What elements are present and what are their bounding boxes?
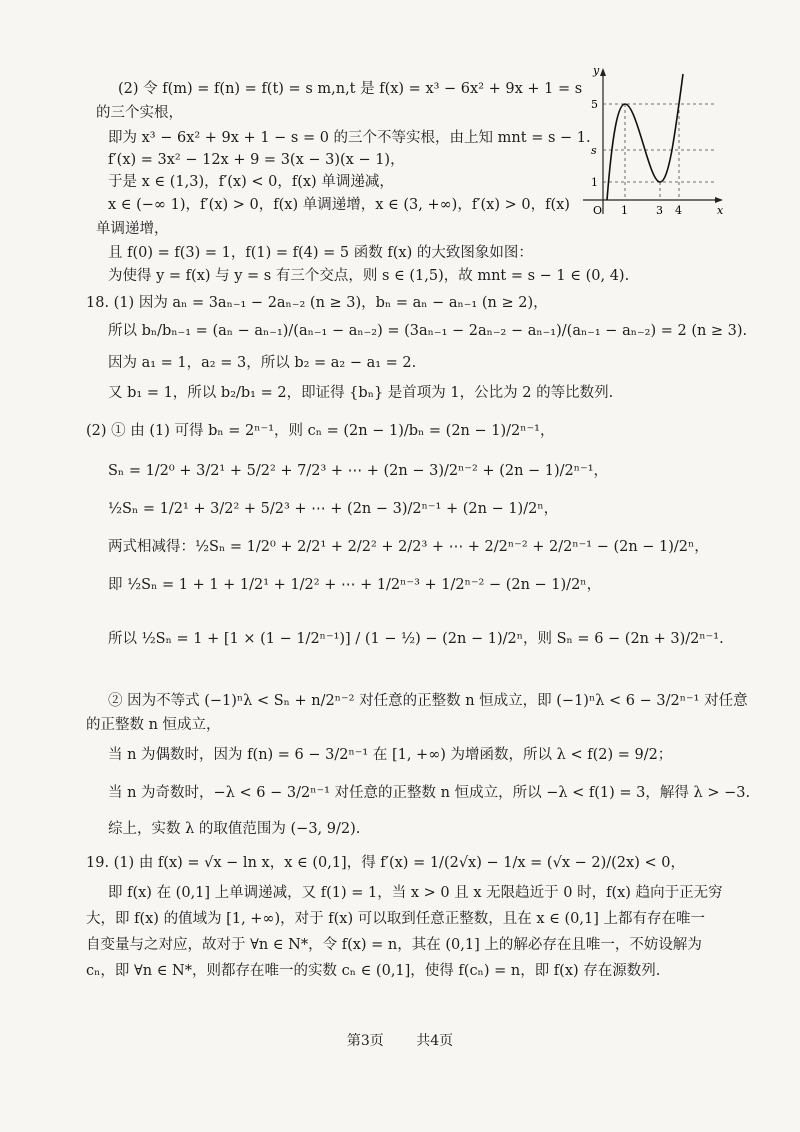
x-tick-4: 4: [675, 204, 682, 217]
text-line: cₙ，即 ∀n ∈ N*，则都存在唯一的实数 cₙ ∈ (0,1]，使得 f(cₙ) = n，即 f(x) 存在源数列.: [86, 963, 661, 979]
text-line: 即为 x³ − 6x² + 9x + 1 − s = 0 的三个不等实根，由上知 mnt = s − 1.: [108, 130, 591, 146]
page-footer: [0, 1030, 800, 1050]
y-axis-label: y: [593, 64, 600, 77]
text-line: 于是 x ∈ (1,3)，f′(x) < 0，f(x) 单调递减，: [108, 174, 394, 190]
origin-label: O: [593, 204, 603, 217]
y-tick-5: 5: [591, 98, 598, 111]
text-line: 单调递增，: [96, 221, 169, 237]
text-line: 当 n 为偶数时，因为 f(n) = 6 − 3/2ⁿ⁻¹ 在 [1, +∞) 为增函数，所以 λ < f(2) = 9/2；: [108, 747, 673, 763]
x-tick-3: 3: [656, 204, 663, 217]
problem-19-line: 19. (1) 由 f(x) = √x − ln x，x ∈ (0,1]，得 f′(x) = 1/(2√x) − 1/x = (√x − 2)/(2x) < 0，: [86, 855, 685, 871]
text-line: Sₙ = 1/2⁰ + 3/2¹ + 5/2² + 7/2³ + ⋯ + (2n − 3)/2ⁿ⁻² + (2n − 1)/2ⁿ⁻¹，: [108, 463, 609, 479]
x-tick-1: 1: [621, 204, 628, 217]
text-line: 因为 a₁ = 1，a₂ = 3，所以 b₂ = a₂ − a₁ = 2.: [108, 355, 417, 371]
text-line: 为使得 y = f(x) 与 y = s 有三个交点，则 s ∈ (1,5)，故 mnt = s − 1 ∈ (0, 4).: [108, 268, 630, 284]
text-line: 且 f(0) = f(3) = 1，f(1) = f(4) = 5 函数 f(x) 的大致图象如图：: [108, 245, 533, 261]
text-line: (2) 令 f(m) = f(n) = f(t) = s m,n,t 是 f(x) = x³ − 6x² + 9x + 1 = s: [118, 81, 583, 97]
y-axis-arrow: [600, 68, 606, 76]
text-line: 综上，实数 λ 的取值范围为 (−3, 9/2).: [108, 821, 361, 837]
x-axis-arrow: [715, 197, 723, 203]
text-line: 两式相减得：½Sₙ = 1/2⁰ + 2/2¹ + 2/2² + 2/2³ + ⋯ + 2/2ⁿ⁻² + 2/2ⁿ⁻¹ − (2n − 1)/2ⁿ，: [108, 539, 709, 555]
x-axis-label: x: [717, 204, 724, 217]
text-line: 的正整数 n 恒成立，: [86, 717, 221, 733]
text-line: 所以 ½Sₙ = 1 + [1 × (1 − 1/2ⁿ⁻¹)] / (1 − ½) − (2n − 1)/2ⁿ，则 Sₙ = 6 − (2n + 3)/2ⁿ⁻¹.: [108, 631, 724, 647]
function-graph: [575, 64, 725, 224]
text-line: 即 f(x) 在 (0,1] 上单调递减，又 f(1) = 1，当 x > 0 且 x 无限趋近于 0 时，f(x) 趋向于正无穷: [108, 885, 723, 901]
text-line: x ∈ (−∞ 1)，f′(x) > 0，f(x) 单调递增，x ∈ (3, +∞)，f′(x) > 0，f(x): [108, 197, 570, 213]
curve: [607, 74, 683, 200]
page-number: 第3页: [346, 1033, 384, 1049]
text-line: 当 n 为奇数时，−λ < 6 − 3/2ⁿ⁻¹ 对任意的正整数 n 恒成立，所以 −λ < f(1) = 3，解得 λ > −3.: [108, 785, 751, 801]
text-line: 大，即 f(x) 的值域为 [1, +∞)，对于 f(x) 可以取到任意正整数，且在 x ∈ (0,1] 上都有存在唯一: [86, 911, 705, 927]
text-line: ½Sₙ = 1/2¹ + 3/2² + 5/2³ + ⋯ + (2n − 3)/2ⁿ⁻¹ + (2n − 1)/2ⁿ，: [108, 501, 559, 517]
problem-18-line: 18. (1) 因为 aₙ = 3aₙ₋₁ − 2aₙ₋₂ (n ≥ 3)，bₙ = aₙ − aₙ₋₁ (n ≥ 2)，: [86, 295, 548, 311]
text-line: 即 ½Sₙ = 1 + 1 + 1/2¹ + 1/2² + ⋯ + 1/2ⁿ⁻³ + 1/2ⁿ⁻² − (2n − 1)/2ⁿ，: [108, 577, 602, 593]
text-line: f′(x) = 3x² − 12x + 9 = 3(x − 3)(x − 1)，: [108, 152, 405, 168]
page-total: 共4页: [416, 1033, 454, 1049]
text-line: 所以 bₙ/bₙ₋₁ = (aₙ − aₙ₋₁)/(aₙ₋₁ − aₙ₋₂) = (3aₙ₋₁ − 2aₙ₋₂ − aₙ₋₁)/(aₙ₋₁ − aₙ₋₂) = 2 (n ≥ 3).: [108, 323, 748, 339]
y-tick-s: s: [591, 144, 597, 157]
text-line: (2) ① 由 (1) 可得 bₙ = 2ⁿ⁻¹，则 cₙ = (2n − 1)/bₙ = (2n − 1)/2ⁿ⁻¹，: [86, 423, 555, 439]
text-line: 的三个实根，: [96, 105, 183, 121]
text-line: 自变量与之对应，故对于 ∀n ∈ N*，令 f(x) = n，其在 (0,1] 上的解必存在且唯一，不妨设解为: [86, 937, 702, 953]
y-tick-1: 1: [591, 176, 598, 189]
text-line: 又 b₁ = 1，所以 b₂/b₁ = 2，即证得 {bₙ} 是首项为 1，公比为 2 的等比数列.: [108, 385, 614, 401]
text-line: ② 因为不等式 (−1)ⁿλ < Sₙ + n/2ⁿ⁻² 对任意的正整数 n 恒成立，即 (−1)ⁿλ < 6 − 3/2ⁿ⁻¹ 对任意: [108, 693, 748, 709]
